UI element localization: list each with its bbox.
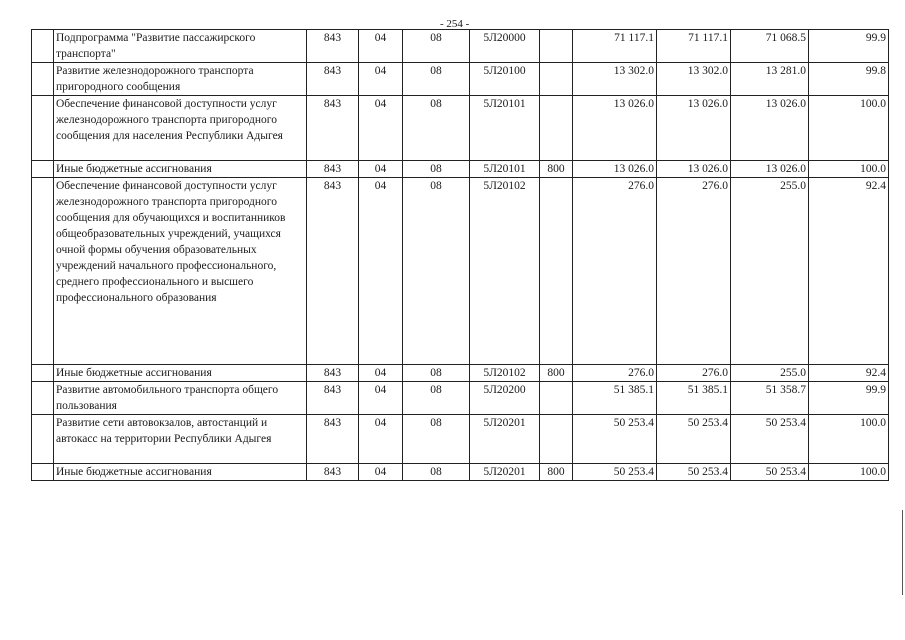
expense-type: 800 [540, 161, 573, 178]
execution-percent: 100.0 [809, 415, 889, 464]
page-number: - 254 - [440, 18, 470, 30]
ministry-code: 843 [307, 30, 359, 63]
executed-amount: 13 026.0 [731, 161, 809, 178]
executed-amount: 255.0 [731, 365, 809, 382]
table-row [32, 365, 889, 382]
subsection-code: 08 [403, 464, 470, 481]
expense-type [540, 30, 573, 63]
target-article: 5Л20101 [470, 96, 540, 161]
row-gutter [32, 63, 54, 96]
approved-amount: 13 302.0 [573, 63, 657, 96]
ministry-code: 843 [307, 63, 359, 96]
execution-percent: 99.8 [809, 63, 889, 96]
row-name: Развитие сети автовокзалов, автостанций и автокасс на территории Республики Адыгея [54, 415, 307, 464]
approved-amount: 50 253.4 [573, 464, 657, 481]
table-row [32, 382, 889, 415]
section-code: 04 [359, 178, 403, 365]
refined-amount: 50 253.4 [657, 464, 731, 481]
refined-amount: 13 026.0 [657, 161, 731, 178]
table-row [32, 178, 889, 365]
ministry-code: 843 [307, 178, 359, 365]
row-name: Развитие автомобильного транспорта общего пользования [54, 382, 307, 415]
refined-amount: 71 117.1 [657, 30, 731, 63]
subsection-code: 08 [403, 382, 470, 415]
subsection-code: 08 [403, 63, 470, 96]
executed-amount: 50 253.4 [731, 415, 809, 464]
subsection-code: 08 [403, 161, 470, 178]
subsection-code: 08 [403, 365, 470, 382]
ministry-code: 843 [307, 382, 359, 415]
approved-amount: 13 026.0 [573, 161, 657, 178]
row-name: Подпрограмма "Развитие пассажирского транспорта" [54, 30, 307, 63]
row-gutter [32, 415, 54, 464]
executed-amount: 71 068.5 [731, 30, 809, 63]
table-row [32, 464, 889, 481]
execution-percent: 100.0 [809, 161, 889, 178]
expense-type [540, 415, 573, 464]
row-gutter [32, 464, 54, 481]
refined-amount: 13 302.0 [657, 63, 731, 96]
row-gutter [32, 161, 54, 178]
expense-type: 800 [540, 464, 573, 481]
row-gutter [32, 382, 54, 415]
row-name: Обеспечение финансовой доступности услуг железнодорожного транспорта пригородного сообщения для населения Республики Адыгея [54, 96, 307, 161]
executed-amount: 50 253.4 [731, 464, 809, 481]
table-row [32, 63, 889, 96]
refined-amount: 13 026.0 [657, 96, 731, 161]
row-name: Обеспечение финансовой доступности услуг железнодорожного транспорта пригородного сообщения для обучающихся и воспитанников общеобразовательных учреждений, учащихся очной формы обучения образовательных учреждений начального профессионального, среднего профессионального и высшего профессионального образования [54, 178, 307, 365]
section-code: 04 [359, 464, 403, 481]
target-article: 5Л20000 [470, 30, 540, 63]
approved-amount: 276.0 [573, 365, 657, 382]
subsection-code: 08 [403, 415, 470, 464]
target-article: 5Л20102 [470, 178, 540, 365]
refined-amount: 276.0 [657, 178, 731, 365]
row-name: Иные бюджетные ассигнования [54, 464, 307, 481]
budget-execution-table [31, 29, 889, 481]
ministry-code: 843 [307, 161, 359, 178]
section-code: 04 [359, 63, 403, 96]
subsection-code: 08 [403, 178, 470, 365]
row-gutter [32, 30, 54, 63]
section-code: 04 [359, 161, 403, 178]
executed-amount: 13 026.0 [731, 96, 809, 161]
section-code: 04 [359, 365, 403, 382]
execution-percent: 92.4 [809, 178, 889, 365]
approved-amount: 276.0 [573, 178, 657, 365]
expense-type [540, 63, 573, 96]
section-code: 04 [359, 96, 403, 161]
ministry-code: 843 [307, 415, 359, 464]
table-row [32, 30, 889, 63]
approved-amount: 13 026.0 [573, 96, 657, 161]
table-row [32, 415, 889, 464]
section-code: 04 [359, 30, 403, 63]
expense-type [540, 382, 573, 415]
expense-type [540, 96, 573, 161]
ministry-code: 843 [307, 464, 359, 481]
executed-amount: 51 358.7 [731, 382, 809, 415]
executed-amount: 13 281.0 [731, 63, 809, 96]
target-article: 5Л20200 [470, 382, 540, 415]
refined-amount: 276.0 [657, 365, 731, 382]
row-gutter [32, 96, 54, 161]
execution-percent: 99.9 [809, 382, 889, 415]
executed-amount: 255.0 [731, 178, 809, 365]
row-name: Развитие железнодорожного транспорта пригородного сообщения [54, 63, 307, 96]
execution-percent: 100.0 [809, 464, 889, 481]
refined-amount: 51 385.1 [657, 382, 731, 415]
subsection-code: 08 [403, 30, 470, 63]
ministry-code: 843 [307, 96, 359, 161]
table-row [32, 161, 889, 178]
ministry-code: 843 [307, 365, 359, 382]
table-row [32, 96, 889, 161]
row-name: Иные бюджетные ассигнования [54, 365, 307, 382]
expense-type [540, 178, 573, 365]
target-article: 5Л20101 [470, 161, 540, 178]
row-gutter [32, 365, 54, 382]
target-article: 5Л20102 [470, 365, 540, 382]
binding-margin-line [902, 510, 903, 595]
section-code: 04 [359, 415, 403, 464]
execution-percent: 92.4 [809, 365, 889, 382]
target-article: 5Л20100 [470, 63, 540, 96]
approved-amount: 51 385.1 [573, 382, 657, 415]
row-name: Иные бюджетные ассигнования [54, 161, 307, 178]
execution-percent: 100.0 [809, 96, 889, 161]
expense-type: 800 [540, 365, 573, 382]
execution-percent: 99.9 [809, 30, 889, 63]
subsection-code: 08 [403, 96, 470, 161]
target-article: 5Л20201 [470, 464, 540, 481]
refined-amount: 50 253.4 [657, 415, 731, 464]
approved-amount: 50 253.4 [573, 415, 657, 464]
approved-amount: 71 117.1 [573, 30, 657, 63]
section-code: 04 [359, 382, 403, 415]
target-article: 5Л20201 [470, 415, 540, 464]
row-gutter [32, 178, 54, 365]
